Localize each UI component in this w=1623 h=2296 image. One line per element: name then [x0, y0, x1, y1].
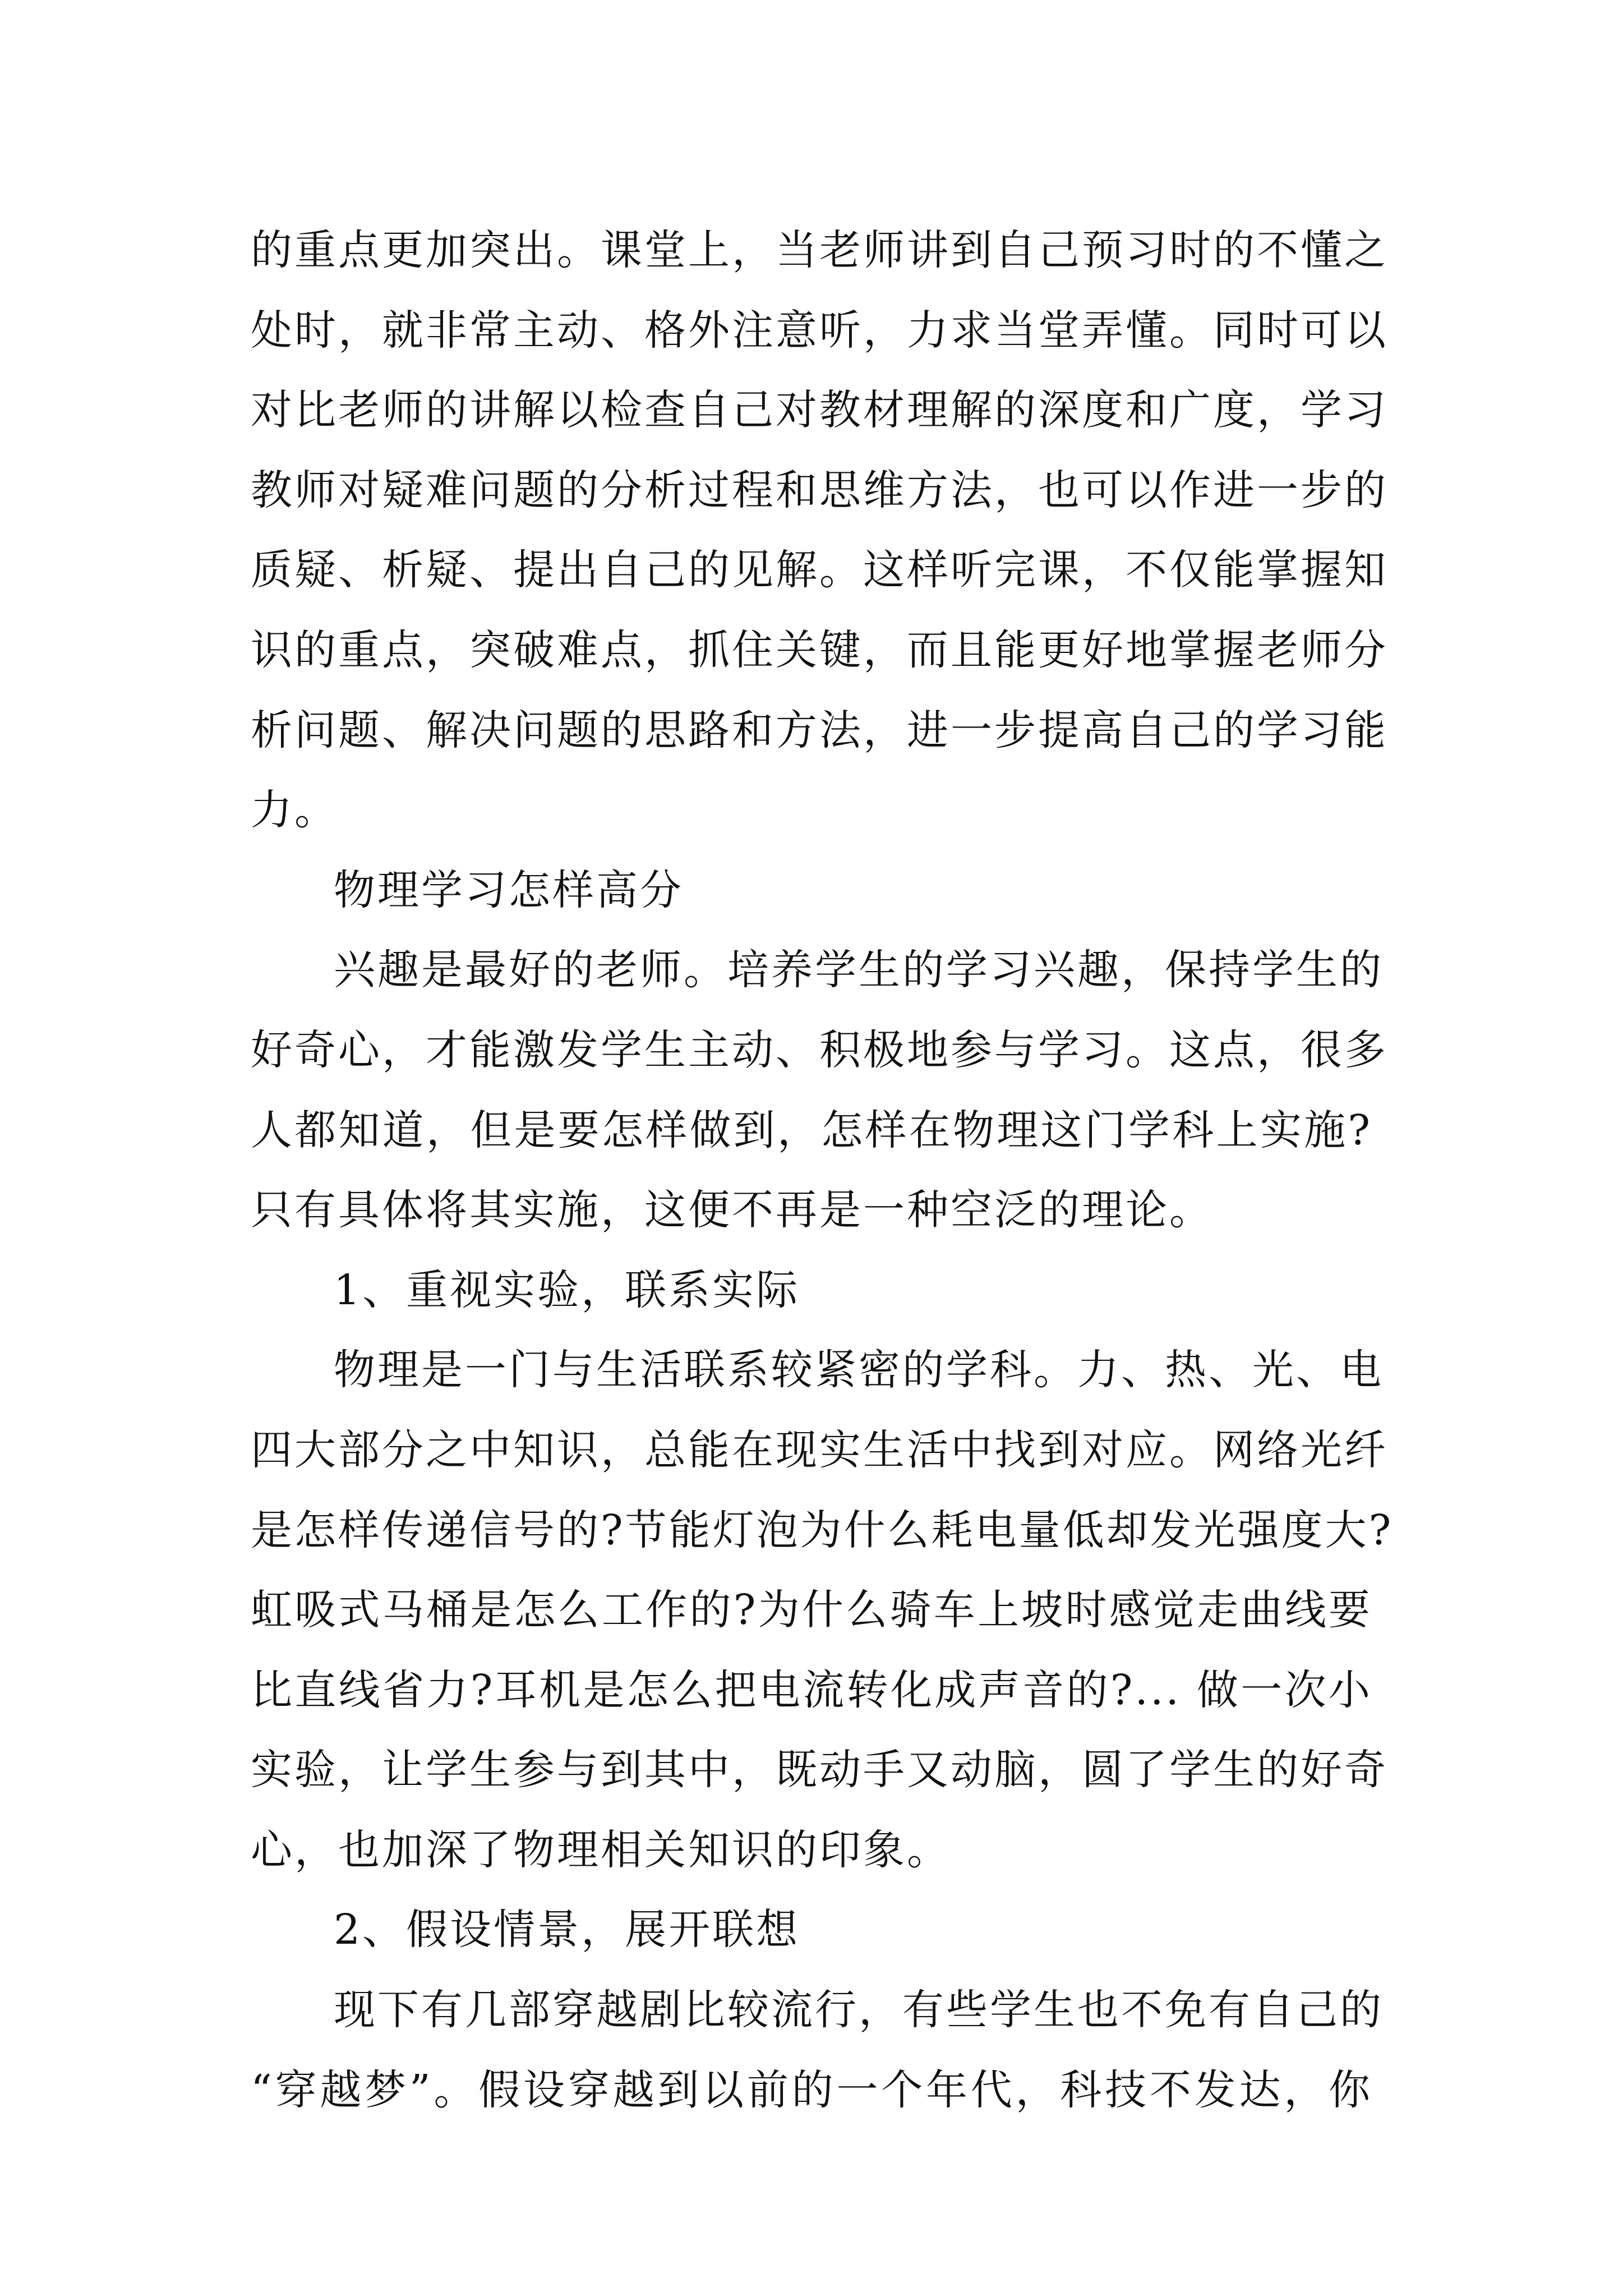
body-text	[251, 210, 1394, 2130]
text-line: 只有具体将其实施，这便不再是一种空泛的理论。	[251, 1186, 1213, 1235]
text-line: “穿越梦”。假设穿越到以前的一个年代，科技不发达，你	[251, 2065, 1372, 2114]
text-line: 质疑、析疑、提出自己的见解。这样听完课，不仅能掌握知	[251, 546, 1388, 595]
text-line: 虹吸式马桶是怎么工作的?为什么骑车上坡时感觉走曲线要	[251, 1586, 1372, 1635]
subheading: 1、重视实验，联系实际	[334, 1266, 800, 1314]
text-line: 好奇心，才能激发学生主动、积极地参与学习。这点，很多	[251, 1025, 1388, 1074]
text-line: 析问题、解决问题的思路和方法，进一步提高自己的学习能	[251, 706, 1388, 754]
text-line: 物理是一门与生活联系较紧密的学科。力、热、光、电	[334, 1346, 1384, 1395]
text-line: 现下有几部穿越剧比较流行，有些学生也不免有自己的	[334, 1986, 1384, 2035]
subheading: 2、假设情景，展开联想	[334, 1906, 800, 1954]
text-line: 的重点更加突出。课堂上，当老师讲到自己预习时的不懂之	[251, 226, 1388, 274]
text-line: 是怎样传递信号的?节能灯泡为什么耗电量低却发光强度大?	[251, 1506, 1394, 1554]
text-line: 人都知道，但是要怎样做到，怎样在物理这门学科上实施?	[251, 1106, 1372, 1154]
text-line: 比直线省力?耳机是怎么把电流转化成声音的?... 做一次小	[251, 1665, 1372, 1714]
text-line: 教师对疑难问题的分析过程和思维方法，也可以作进一步的	[251, 466, 1388, 514]
text-line: 处时，就非常主动、格外注意听，力求当堂弄懂。同时可以	[251, 306, 1388, 355]
text-line: 四大部分之中知识，总能在现实生活中找到对应。网络光纤	[251, 1425, 1388, 1474]
text-line: 心，也加深了物理相关知识的印象。	[251, 1825, 951, 1874]
text-line: 力。	[251, 786, 338, 835]
text-line: 兴趣是最好的老师。培养学生的学习兴趣，保持学生的	[334, 946, 1384, 995]
text-line: 识的重点，突破难点，抓住关键，而且能更好地掌握老师分	[251, 625, 1388, 674]
text-line: 实验，让学生参与到其中，既动手又动脑，圆了学生的好奇	[251, 1746, 1388, 1795]
text-line: 对比老师的讲解以检查自己对教材理解的深度和广度，学习	[251, 386, 1388, 435]
section-heading: 物理学习怎样高分	[334, 866, 684, 914]
